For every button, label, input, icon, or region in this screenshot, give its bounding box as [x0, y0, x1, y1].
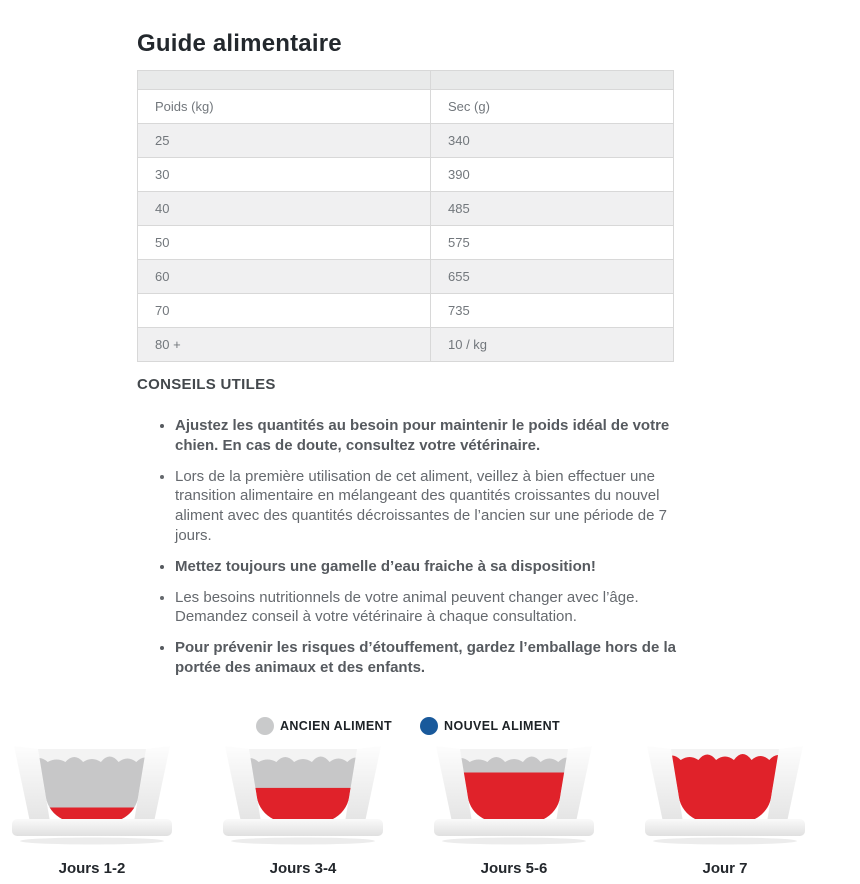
- transition-bowls: [0, 746, 860, 880]
- table-band-cell: [138, 71, 431, 90]
- weight-column-header: Poids (kg): [138, 90, 431, 124]
- legend-dot-icon: [420, 717, 438, 735]
- legend-item-new-food: [420, 717, 560, 735]
- legend-label: ANCIEN ALIMENT: [279, 719, 393, 733]
- transition-legend: [0, 717, 816, 735]
- tips-heading: CONSEILS UTILES: [137, 376, 276, 393]
- feeding-table: [137, 70, 674, 362]
- amount-cell: 340: [431, 124, 674, 158]
- amount-cell: 575: [431, 226, 674, 260]
- amount-cell: 735: [431, 294, 674, 328]
- bowl-illustration: [4, 746, 180, 850]
- table-row: [138, 192, 674, 226]
- table-row: [138, 226, 674, 260]
- table-row: [138, 328, 674, 362]
- weight-cell: 60: [138, 260, 431, 294]
- table-row: [138, 294, 674, 328]
- bowl-label: Jours 5-6: [480, 860, 548, 877]
- bowl-illustration: [637, 746, 813, 850]
- table-band-cell: [431, 71, 674, 90]
- table-row: [138, 158, 674, 192]
- tip-item: • Lors de la première utilisation de cet aliment, veillez à bien effectuer une transition alimentaire en mélangeant des quantités croissantes du nouvel aliment avec des quantités décroissantes de l’ancien sur une période de 7 jours.: [175, 467, 690, 546]
- amount-cell: 655: [431, 260, 674, 294]
- amount-cell: 10 / kg: [431, 328, 674, 362]
- table-row: [138, 260, 674, 294]
- dry-column-header: Sec (g): [431, 90, 674, 124]
- tip-item: • Ajustez les quantités au besoin pour maintenir le poids idéal de votre chien. En cas de doute, consultez votre vétérinaire.: [175, 416, 690, 456]
- tip-item: • Pour prévenir les risques d’étouffement, gardez l’emballage hors de la portée des animaux et des enfants.: [175, 638, 690, 678]
- weight-cell: 30: [138, 158, 431, 192]
- tips-list: [137, 416, 690, 678]
- tip-item: • Mettez toujours une gamelle d’eau fraiche à sa disposition!: [175, 557, 690, 577]
- weight-cell: 40: [138, 192, 431, 226]
- tips-section: [137, 376, 690, 689]
- table-header-row: [138, 90, 674, 124]
- bowl-slot-jours-3-4: [213, 746, 393, 877]
- page-title: Guide alimentaire: [137, 30, 342, 58]
- amount-cell: 390: [431, 158, 674, 192]
- weight-cell: 25: [138, 124, 431, 158]
- feeding-table-wrap: [137, 70, 674, 362]
- feeding-table-body: [138, 71, 674, 362]
- table-band-row: [138, 71, 674, 90]
- tip-item: • Les besoins nutritionnels de votre animal peuvent changer avec l’âge. Demandez conseil à votre vétérinaire à chaque consultation.: [175, 588, 690, 628]
- bowl-label: Jours 3-4: [269, 860, 337, 877]
- weight-cell: 50: [138, 226, 431, 260]
- bowl-slot-jours-5-6: [424, 746, 604, 877]
- legend-label: NOUVEL ALIMENT: [444, 719, 561, 733]
- bowl-slot-jours-1-2: [2, 746, 182, 877]
- bowl-illustration: [426, 746, 602, 850]
- bowl-slot-jour-7: [635, 746, 815, 877]
- table-row: [138, 124, 674, 158]
- bowl-label: Jours 1-2: [58, 860, 126, 877]
- amount-cell: 485: [431, 192, 674, 226]
- weight-cell: 80 +: [138, 328, 431, 362]
- weight-cell: 70: [138, 294, 431, 328]
- legend-item-old-food: [256, 717, 392, 735]
- bowl-label: Jour 7: [702, 860, 748, 877]
- bowl-illustration: [215, 746, 391, 850]
- legend-dot-icon: [256, 717, 274, 735]
